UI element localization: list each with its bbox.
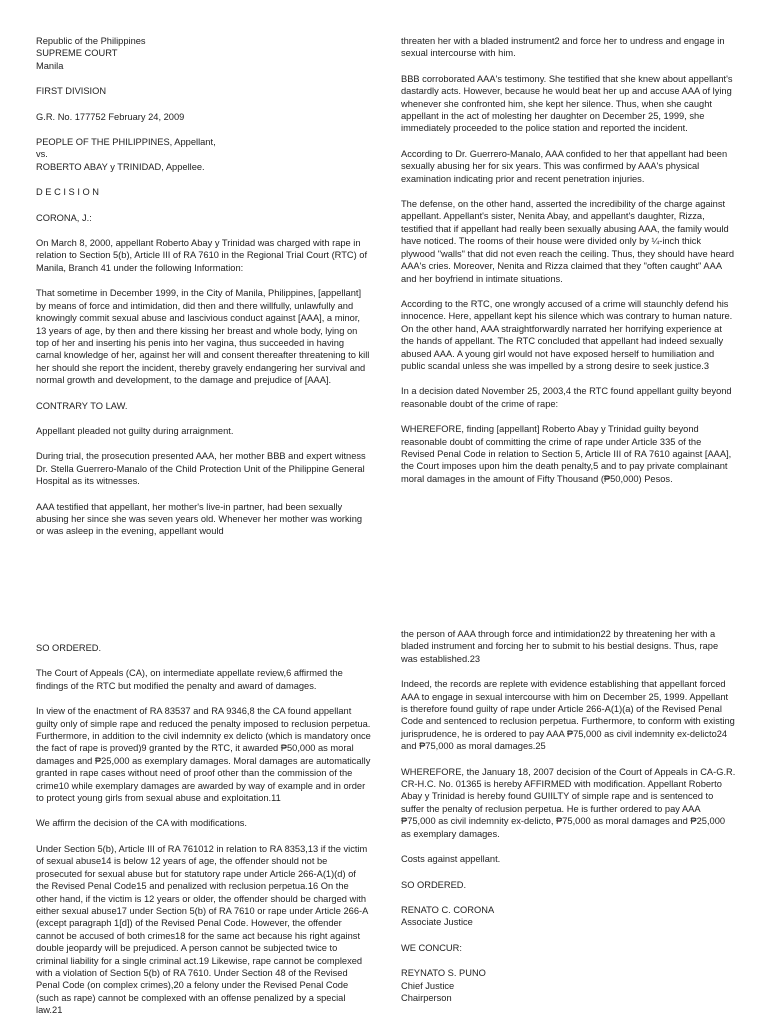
paragraph: FIRST DIVISION [36, 86, 107, 97]
paragraph: CONTRARY TO LAW. [36, 400, 128, 411]
paragraph: WHEREFORE, finding [appellant] Roberto Abay y Trinidad guilty beyond reasonable doubt of committing the crime of rape under Article 335 of the Revised Penal Code in relation to Section 5, Article III of RA 7610 against [AAA], the Court imposes upon him the death penalty,5 and to pay private complainant moral damages in the amount of Fifty Thousand (₱50,000) Pesos. [401, 424, 732, 484]
paragraph: REYNATO S. PUNO Chief Justice Chairperson [401, 968, 486, 1003]
paragraph: According to Dr. Guerrero-Manalo, AAA confided to her that appellant had been sexually abusing her for six years. This was confirmed by AAA's physical examination indicating prior and recent penetration injuries. [401, 148, 728, 184]
page2-left-column [36, 642, 371, 1017]
page1-left-column [36, 35, 371, 538]
paragraph: WE CONCUR: [401, 942, 462, 953]
paragraph: That sometime in December 1999, in the City of Manila, Philippines, [appellant] by means of force and intimidation, did then and there willfully, unlawfully and knowingly commit sexual abuse and lascivious conduct against [AAA], a minor, 13 years of age, by then and there kissing her breast and whole body, lying on top of her and inserting his penis into her vagina, thus succeeded in having carnal knowledge of her, against her will and consent thereafter threatening to kill her should she report the incident, thereby gravely endangering her survival and normal growth and development, to the damage and prejudice of [AAA]. [36, 288, 370, 386]
paragraph: We affirm the decision of the CA with modifications. [36, 818, 248, 829]
paragraph: During trial, the prosecution presented AAA, her mother BBB and expert witness Dr. Stella Guerrero-Manalo of the Child Protection Unit of the Philippine General Hospital as its witnesses. [36, 451, 366, 487]
paragraph: In a decision dated November 25, 2003,4 the RTC found appellant guilty beyond reasonable doubt of the crime of rape: [401, 386, 732, 409]
paragraph: G.R. No. 177752 February 24, 2009 [36, 111, 185, 122]
paragraph: In view of the enactment of RA 83537 and RA 9346,8 the CA found appellant guilty only of simple rape and reduced the penalty imposed to reclusion perpetua. Furthermore, in addition to the civil indemnity ex delicto (which is mandatory once the fact of rape is proved)9 granted by the RTC, it awarded ₱50,000 as moral damages and ₱25,000 as exemplary damages. Moral damages are automatically granted in rape cases without need of proof other than the commission of the crime10 while exemplary damages are awarded by way of example and in order to protect young girls from sexual abuse and exploitation.11 [36, 706, 371, 804]
paragraph: the person of AAA through force and intimidation22 by threatening her with a bladed instrument and forcing her to submit to his bestial designs. Thus, rape was established.23 [401, 629, 719, 664]
page2-right-column [401, 628, 736, 1004]
paragraph: threaten her with a bladed instrument2 and force her to undress and engage in sexual intercourse with him. [401, 36, 725, 59]
page-gap [0, 576, 768, 626]
paragraph: On March 8, 2000, appellant Roberto Abay y Trinidad was charged with rape in relation to Section 5(b), Article III of RA 7610 in the Regional Trial Court (RTC) of Manila, Branch 41 under the following Information: [36, 238, 368, 273]
paragraph: SO ORDERED. [401, 879, 467, 890]
page1-right-column [401, 35, 736, 485]
paragraph: RENATO C. CORONA Associate Justice [401, 904, 495, 928]
paragraph: Appellant pleaded not guilty during arraignment. [36, 425, 234, 436]
paragraph: Indeed, the records are replete with evidence establishing that appellant forced AAA to engage in sexual intercourse with him on December 25, 1999. Appellant is therefore found guilty of rape under Article 266-A(1)(a) of the Revised Penal Code and sentenced to reclusion perpetua. Furthermore, to conform with existing jurisprudence, he is ordered to pay AAA ₱75,000 as civil indemnity ex-delicto24 and ₱75,000 as moral damages.25 [401, 679, 735, 752]
paragraph: WHEREFORE, the January 18, 2007 decision of the Court of Appeals in CA-G.R. CR-H.C. No. 01365 is hereby AFFIRMED with modification. Appellant Roberto Abay y Trinidad is hereby found GUIILTY of simple rape and is sentenced to suffer the penalty of reclusion perpetua. He is further ordered to pay AAA ₱75,000 as civil indemnity ex-delicto, ₱75,000 as moral damages and ₱25,000 as exemplary damages. [401, 766, 736, 839]
paragraph: Costs against appellant. [401, 854, 501, 865]
paragraph: Republic of the Philippines SUPREME COURT Manila [36, 36, 146, 71]
paragraph: BBB corroborated AAA's testimony. She testified that she knew about appellant's dastardly acts. However, because he would beat her up and accuse AAA of lying whenever she confronted him, she kept her silence. Thus, when she caught appellant in the act of molesting her daughter on December 25, 1999, she immediately proceeded to the police station and reported the incident. [401, 73, 733, 134]
paragraph: Under Section 5(b), Article III of RA 761012 in relation to RA 8353,13 if the victim of sexual abuse14 is below 12 years of age, the offender should not be prosecuted for sexual abuse but for statutory rape under Article 266-A(1)(d) of the Revised Penal Code15 and penalized with reclusion perpetua.16 On the other hand, if the victim is 12 years or older, the offender should be charged with either sexual abuse17 under Section 5(b) of RA 7610 or rape under Article 266-A (except paragraph 1[d]) of the Revised Penal Code. However, the offender cannot be accused of both crimes18 for the same act because his right against double jeopardy will be prejudiced. A person cannot be subjected twice to criminal liability for a single criminal act.19 Likewise, rape cannot be complexed with a violation of Section 5(b) of RA 7610. Under Section 48 of the Revised Penal Code (on complex crimes),20 a felony under the Revised Penal Code (such as rape) cannot be complexed with an offense penalized by a special law.21 [36, 843, 368, 1016]
paragraph: The Court of Appeals (CA), on intermediate appellate review,6 affirmed the findings of the RTC but modified the penalty and award of damages. [36, 668, 343, 691]
paragraph: SO ORDERED. [36, 643, 102, 653]
paragraph: AAA testified that appellant, her mother's live-in partner, had been sexually abusing her since she was seven years old. Whenever her mother was working or was asleep in the evening, appellant would [36, 501, 363, 537]
paragraph: According to the RTC, one wrongly accused of a crime will staunchly defend his innocence. Here, appellant kept his silence which was contrary to human nature. On the other hand, AAA straightforwardly narrated her horrifying experience at the hands of appellant. The RTC concluded that appellant had indeed sexually abused AAA. A young girl would not have exposed herself to humiliation and public scandal unless she was impelled by a strong desire to seek justice.3 [401, 298, 733, 371]
paragraph: The defense, on the other hand, asserted the incredibility of the charge against appellant. Appellant's sister, Nenita Abay, and appellant's daughter, Rizza, testified that if appellant had really been sexually abusing AAA, the family would have noticed. The rooms of their house were divided only by ¼-inch thick plywood "walls" that did not even reach the ceiling. Thus, they should have heard AAA's cries. Moreover, Nenita and Rizza claimed that they "often caught" AAA and her boyfriend in intimate situations. [401, 199, 735, 284]
paragraph: D E C I S I O N [36, 187, 100, 198]
paragraph: PEOPLE OF THE PHILIPPINES, Appellant, vs. ROBERTO ABAY y TRINIDAD, Appellee. [36, 137, 216, 172]
paragraph: CORONA, J.: [36, 212, 92, 223]
